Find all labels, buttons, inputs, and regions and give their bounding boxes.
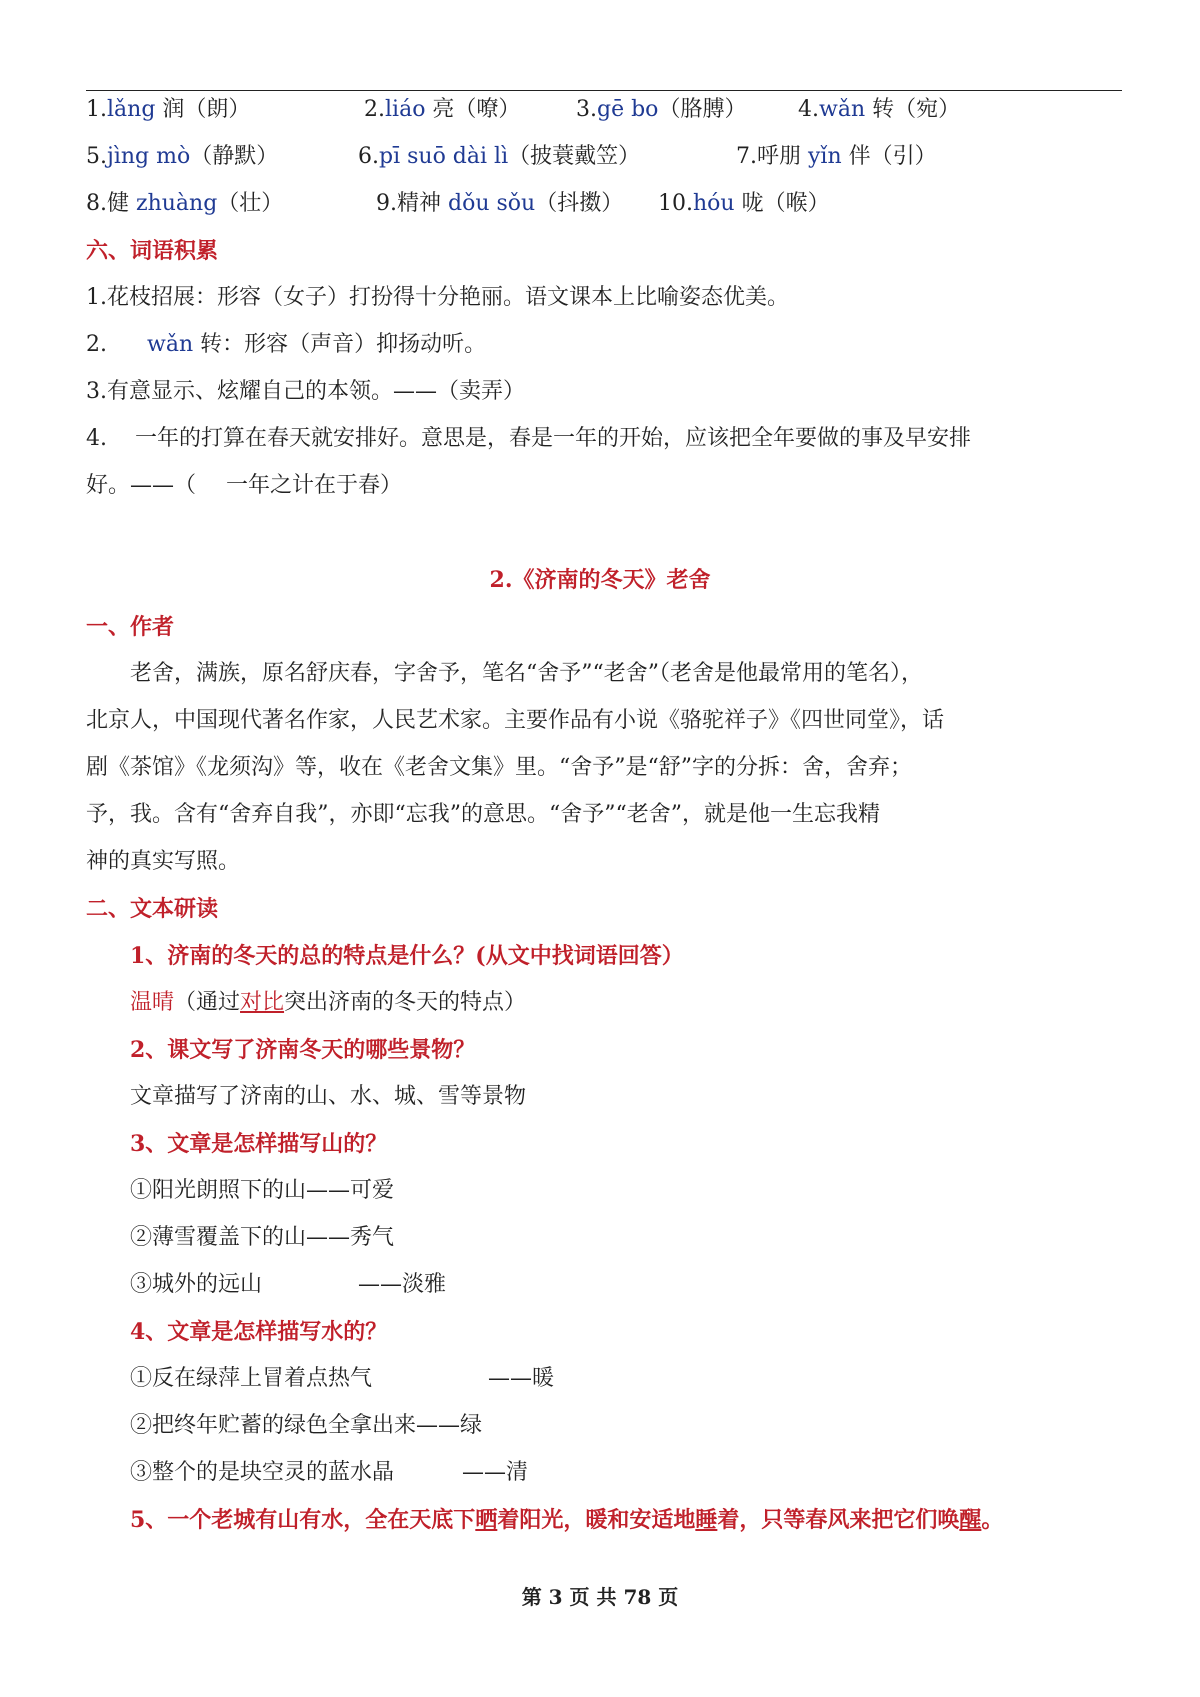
vocab-item-2: 2.liáo 亮（嘹） bbox=[364, 97, 521, 122]
author-para-line-5: 神的真实写照。 bbox=[86, 849, 241, 874]
lesson-title: 2.《济南的冬天》老舍 bbox=[489, 567, 711, 593]
page-footer: 第 3 页 共 78 页 bbox=[521, 1585, 679, 1609]
section-heading-vocab-accumulation: 六、词语积累 bbox=[86, 238, 219, 264]
vocab-def-1: 1.花枝招展：形容（女子）打扮得十分艳丽。语文课本上比喻姿态优美。 bbox=[86, 285, 789, 310]
question-3: 3、文章是怎样描写山的？ bbox=[130, 1131, 388, 1157]
question-5: 5、一个老城有山有水，全在天底下晒着阳光，暖和安适地睡着，只等春风来把它们唤醒。 bbox=[130, 1507, 1004, 1533]
question-4: 4、文章是怎样描写水的？ bbox=[130, 1319, 388, 1345]
question-2: 2、课文写了济南冬天的哪些景物？ bbox=[130, 1037, 476, 1063]
vocab-def-4-cont: 好。——（ 一年之计在于春） bbox=[86, 473, 403, 498]
author-para-line-4: 予，我。含有“舍弃自我”，亦即“忘我”的意思。“舍予”“老舍”，就是他一生忘我精 bbox=[86, 802, 880, 827]
document-page: 1.lǎng 润（朗） 2.liáo 亮（嘹） 3.gē bo（胳膊） 4.wǎn 转（宛） 5.jìng mò（静默） 6.pī suō dài lì（披蓑戴笠） 7.呼朋 yǐn 伴（引） 8.健 zhuàng（壮） 9.精神 dǒu sǒu（抖擞） 10.hóu 咙（喉） 六、词语积累 1.花枝招展：形容（女子）打扮得十分艳丽。语文课本上比喻姿态优美。 2. wǎn 转：形容（声音）抑扬动听。 3.有意显示、炫耀自己的本领。——（卖弄） 4. 一年的打算在春天就安排好。意思是，春是一年的开始，应该把全年要做的事及早安排 好。——（ 一年之计在于春） 2.《济南的冬天》老舍 一、作者 老舍，满族，原名舒庆春，字舍予，笔名“舍予”“老舍”（老舍是他最常用的笔名）， 北京人，中国现代著名作家，人民艺术家。主要作品有小说《骆驼祥子》《四世同堂》，话 剧《茶馆》《龙须沟》等，收在《老舍文集》里。“舍予”是“舒”字的分拆：舍，舍弃； 予，我。含有“舍弃自我”，亦即“忘我”的意思。“舍予”“老舍”，就是他一生忘我精 神的真实写照。 二、文本研读 1、济南的冬天的总的特点是什么？(从文中找词语回答） 温晴（通过对比突出济南的冬天的特点） 2、课文写了济南冬天的哪些景物？ 文章描写了济南的山、水、城、雪等景物 3、文章是怎样描写山的？ ①阳光朗照下的山——可爱 ②薄雪覆盖下的山——秀气 ③城外的远山 ——淡雅 4、文章是怎样描写水的？ ①反在绿萍上冒着点热气 ——暖 ②把终年贮蓄的绿色全拿出来——绿 ③整个的是块空灵的蓝水晶 ——清 5、一个老城有山有水，全在天底下晒着阳光，暖和安适地睡着，只等春风来把它们唤醒。 第 3 页 共 78 页 bbox=[0, 0, 1200, 1697]
answer-3-item-1: ①阳光朗照下的山——可爱 bbox=[130, 1178, 395, 1203]
answer-4-item-2: ②把终年贮蓄的绿色全拿出来——绿 bbox=[130, 1413, 483, 1438]
vocab-item-7: 7.呼朋 yǐn 伴（引） bbox=[736, 144, 937, 169]
vocab-def-2: 2. wǎn 转：形容（声音）抑扬动听。 bbox=[86, 332, 487, 357]
question-1: 1、济南的冬天的总的特点是什么？(从文中找词语回答） bbox=[130, 943, 684, 969]
vocab-item-8: 8.健 zhuàng（壮） bbox=[86, 191, 284, 216]
answer-2: 文章描写了济南的山、水、城、雪等景物 bbox=[130, 1084, 527, 1109]
author-para-line-2: 北京人，中国现代著名作家，人民艺术家。主要作品有小说《骆驼祥子》《四世同堂》，话 bbox=[86, 708, 945, 733]
answer-1: 温晴（通过对比突出济南的冬天的特点） bbox=[130, 990, 527, 1015]
vocab-def-3: 3.有意显示、炫耀自己的本领。——（卖弄） bbox=[86, 379, 525, 404]
section-heading-author: 一、作者 bbox=[86, 614, 175, 640]
author-para-line-1: 老舍，满族，原名舒庆春，字舍予，笔名“舍予”“老舍”（老舍是他最常用的笔名）， bbox=[130, 661, 923, 686]
vocab-item-6: 6.pī suō dài lì（披蓑戴笠） bbox=[358, 144, 641, 169]
top-rule bbox=[86, 90, 1122, 91]
vocab-item-1: 1.lǎng 润（朗） bbox=[86, 97, 251, 122]
vocab-item-5: 5.jìng mò（静默） bbox=[86, 144, 279, 169]
vocab-item-4: 4.wǎn 转（宛） bbox=[798, 97, 961, 122]
vocab-item-3: 3.gē bo（胳膊） bbox=[576, 97, 747, 122]
vocab-item-10: 10.hóu 咙（喉） bbox=[658, 191, 830, 216]
section-heading-text-study: 二、文本研读 bbox=[86, 896, 219, 922]
vocab-def-4: 4. 一年的打算在春天就安排好。意思是，春是一年的开始，应该把全年要做的事及早安排 bbox=[86, 426, 972, 451]
author-para-line-3: 剧《茶馆》《龙须沟》等，收在《老舍文集》里。“舍予”是“舒”字的分拆：舍，舍弃； bbox=[86, 755, 912, 780]
answer-3-item-2: ②薄雪覆盖下的山——秀气 bbox=[130, 1225, 395, 1250]
vocab-item-9: 9.精神 dǒu sǒu（抖擞） bbox=[376, 191, 624, 216]
